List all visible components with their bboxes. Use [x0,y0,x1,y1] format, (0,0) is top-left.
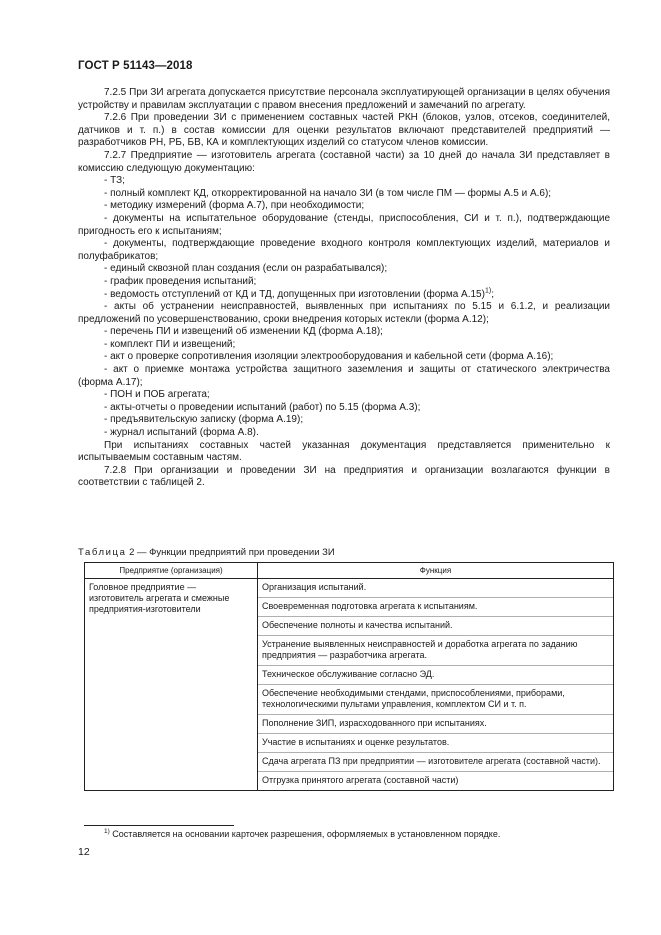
list-item: - акт о приемке монтажа устройства защитного заземления и защиты от статического электричества (форма А.17); [78,364,610,388]
standard-header: ГОСТ Р 51143—2018 [78,60,193,72]
list-item: - график проведения испытаний; [104,275,257,287]
paragraph-7-2-7: 7.2.7 Предприятие — изготовитель агрегата (составной части) за 10 дней до начала ЗИ представляет в комиссию следующую документацию: [78,149,610,174]
list-item: - документы, подтверждающие проведение входного контроля комплектующих изделий, материалов и полуфабрикатов; [78,238,610,262]
function-item: Обеспечение полноты и качества испытаний. [258,617,613,636]
function-item: Сдача агрегата ПЗ при предприятии — изготовителе агрегата (составной части). [258,753,613,772]
footnote-text: Составляется на основании карточек разрешения, оформляемых в установленном порядке. [112,829,501,839]
page-number: 12 [78,846,90,858]
function-item: Обеспечение необходимыми стендами, приспособлениями, приборами, технологическими пультами управления, комплектом СИ и т. п. [258,685,613,715]
list-item: - ПОН и ПОБ агрегата; [104,389,210,401]
list-item: - акты-отчеты о проведении испытаний (работ) по 5.15 (форма А.3); [104,401,421,413]
table-caption-text: 2 — Функции предприятий при проведении ЗИ [129,547,335,558]
footnote-reference: 1) [484,287,492,295]
list-item: - акты об устранении неисправностей, выявленных при испытаниях по 5.15 и 6.1.2, и реализации предложений по усовершенствованию, сроки внедрения которых истекли (форма А.12); [78,301,610,325]
footnote [104,829,500,839]
organization-cell: Головное предприятие — изготовитель агрегата и смежные предприятия-изготовители [85,579,258,791]
list-item: - предъявительскую записку (форма А.19); [104,414,304,426]
list-item: - комплект ПИ и извещений; [104,338,236,350]
function-item: Участие в испытаниях и оценке результатов. [258,734,613,753]
table-caption [78,547,335,558]
list-item-text: - ведомость отступлений от КД и ТД, допущенных при изготовлении (форма А.15) [104,288,485,300]
list-item: - полный комплект КД, откорректированной на начало ЗИ (в том числе ПМ — формы А.5 и А.6); [104,187,552,199]
table-caption-label: Таблица [78,547,127,558]
list-item: - акт о проверке сопротивления изоляции электрооборудования и кабельной сети (форма А.16); [104,351,554,363]
table-row [85,579,614,791]
footnote-mark: 1) [104,828,110,835]
closing-paragraph: При испытаниях составных частей указанная документация представляется применительно к испытываемым составным частям. [78,439,610,464]
list-item: - методику измерений (форма А.7), при необходимости; [104,200,365,212]
body-text [78,87,610,490]
functions-table [84,562,614,791]
list-item: - журнал испытаний (форма А.8). [104,427,259,439]
function-item: Устранение выявленных неисправностей и доработка агрегата по заданию предприятия — разработчика агрегата. [258,636,613,666]
function-item: Отгрузка принятого агрегата (составной части) [262,775,459,785]
list-item-suffix: ; [491,288,494,300]
paragraph-7-2-8: 7.2.8 При организации и проведении ЗИ на предприятия и организации возлагаются функции в соответствии с таблицей 2. [78,464,610,489]
list-item: - документы на испытательное оборудование (стенды, приспособления, СИ и т. п.), подтверждающие пригодность его к испытаниям; [78,212,610,237]
paragraph-7-2-6: 7.2.6 При проведении ЗИ с применением составных частей РКН (блоков, узлов, отсеков, соединителей, датчиков и т. п.) в состав комиссии для оценки результатов включают представителей предприятий — разработчиков РН, РБ, БВ, КА и комплектующих изделий со статусом членов комиссии. [78,112,610,149]
list-item: - единый сквозной план создания (если он разрабатывался); [104,263,388,275]
function-item: Техническое обслуживание согласно ЭД. [258,666,613,685]
list-item: - ТЗ; [104,175,125,187]
function-item: Организация испытаний. [258,579,613,598]
list-item-with-footnote [78,289,610,302]
function-item: Пополнение ЗИП, израсходованного при испытаниях. [258,715,613,734]
paragraph-7-2-5: 7.2.5 При ЗИ агрегата допускается присутствие персонала эксплуатирующей организации в целях обучения устройству и правилам эксплуатации с правом внесения предложений и замечаний по агрегату. [78,87,610,111]
functions-cell [258,579,614,791]
column-header-function: Функция [258,563,614,579]
list-item: - перечень ПИ и извещений об изменении КД (форма А.18); [104,326,383,338]
column-header-organization: Предприятие (организация) [85,563,258,579]
footnote-divider [84,825,234,826]
function-item: Своевременная подготовка агрегата к испытаниям. [258,598,613,617]
